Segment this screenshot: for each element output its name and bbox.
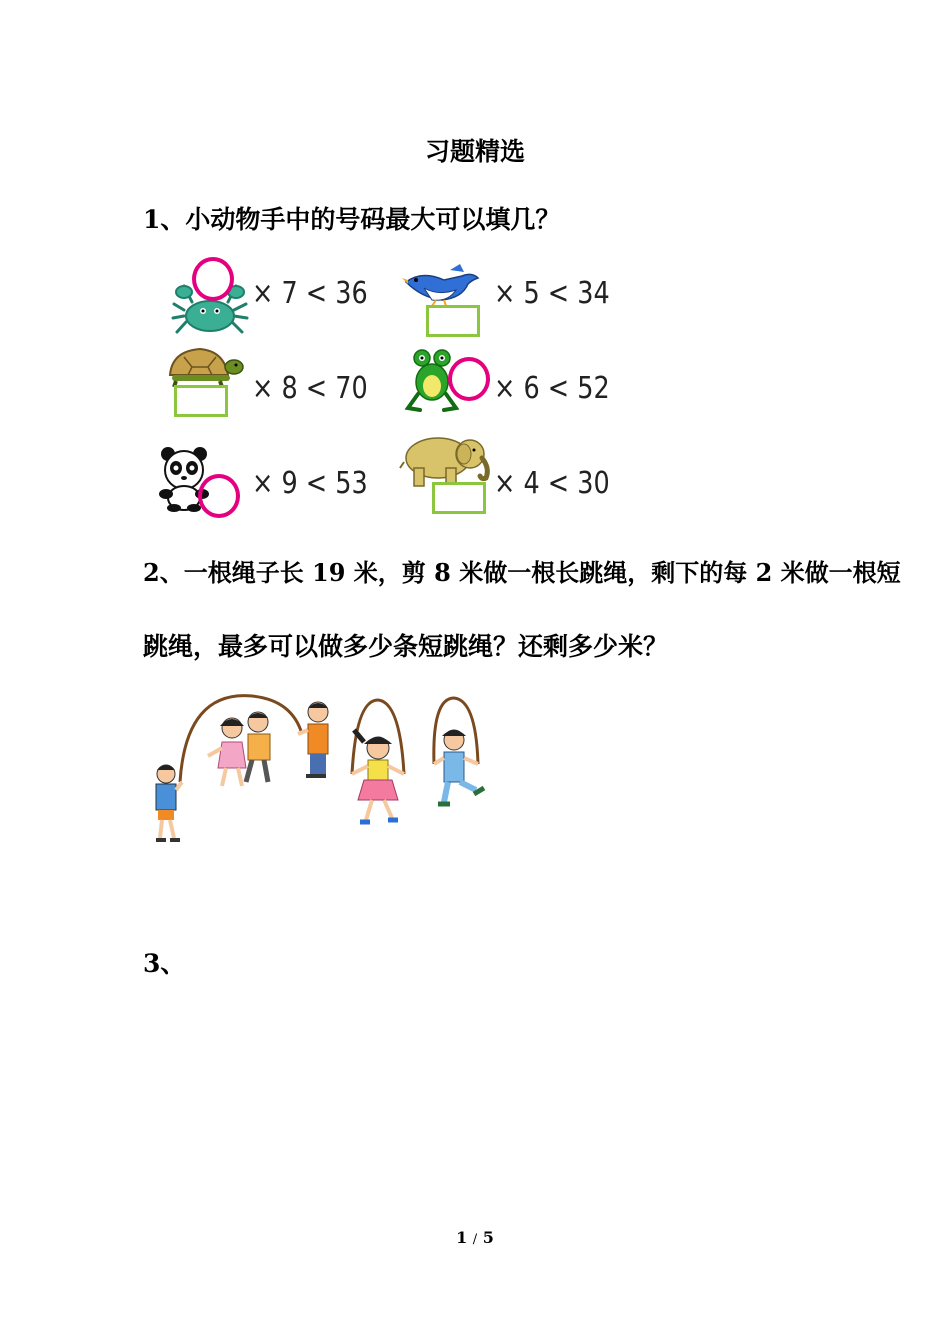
elephant-icon	[400, 432, 492, 488]
child-girl-overalls	[434, 698, 484, 804]
child-boy-pair	[246, 712, 270, 782]
long-rope	[180, 696, 302, 782]
expression-bird: × 5 < 34	[494, 276, 610, 311]
child-girl-pair	[208, 718, 246, 786]
question-2-line-2: 跳绳，最多可以做多少条短跳绳？还剩多少米？	[143, 632, 669, 661]
page-title: 习题精选	[424, 137, 525, 166]
page-separator: /	[472, 1232, 478, 1247]
question-2-line-1: 2、一根绳子长 19 米，剪 8 米做一根长跳绳，剩下的每 2 米做一根短	[143, 558, 901, 587]
answer-circle-crab[interactable]	[192, 257, 234, 301]
expression-crab: × 7 < 36	[252, 276, 368, 311]
question-1-text: 1、小动物手中的号码最大可以填几？	[143, 205, 561, 234]
page-number	[0, 1228, 950, 1247]
answer-box-bird[interactable]	[426, 305, 480, 337]
expression-elephant: × 4 < 30	[494, 466, 610, 501]
expression-panda: × 9 < 53	[252, 466, 368, 501]
answer-box-turtle[interactable]	[174, 385, 228, 417]
page-total: 5	[482, 1228, 494, 1247]
page-current: 1	[456, 1228, 468, 1247]
child-girl-skipping	[352, 700, 404, 822]
bird-icon	[402, 262, 482, 308]
question-3-text: 3、	[143, 949, 186, 978]
turtle-icon	[164, 345, 244, 387]
answer-box-elephant[interactable]	[432, 482, 486, 514]
child-boy-rope-holder	[298, 702, 328, 776]
jump-rope-illustration	[142, 690, 496, 850]
expression-frog: × 6 < 52	[494, 371, 610, 406]
expression-turtle: × 8 < 70	[252, 371, 368, 406]
child-boy-left	[156, 765, 182, 840]
answer-circle-panda[interactable]	[198, 474, 240, 518]
answer-circle-frog[interactable]	[448, 357, 490, 401]
